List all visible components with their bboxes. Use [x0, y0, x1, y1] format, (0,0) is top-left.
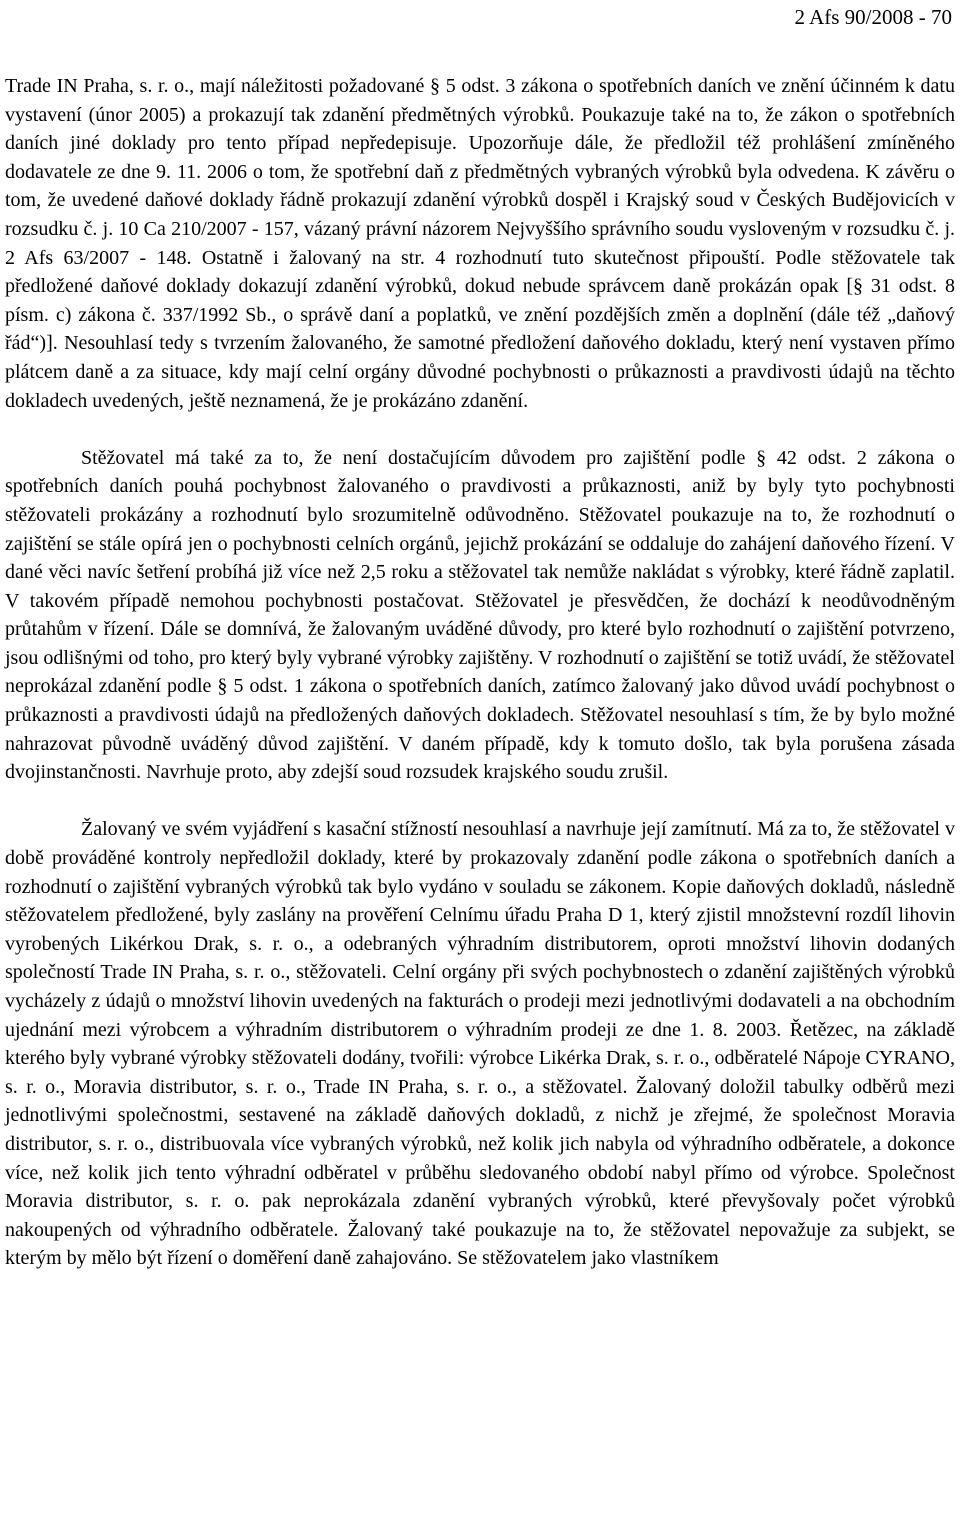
case-number-header: 2 Afs 90/2008 - 70: [794, 5, 952, 29]
document-body: [5, 72, 955, 1273]
paragraph-3: Žalovaný ve svém vyjádření s kasační stížností nesouhlasí a navrhuje její zamítnutí. Má za to, že stěžovatel v době prováděné kontroly nepředložil doklady, které by prokazovaly zdanění podle zákona o spotřebních daních a rozhodnutí o zajištění vybraných výrobků tak bylo vydáno v souladu se zákonem. Kopie daňových dokladů, následně stěžovatelem předložené, byly zaslány na prověření Celnímu úřadu Praha D 1, který zjistil množstevní rozdíl lihovin vyrobených Likérkou Drak, s. r. o., a odebraných výhradním distributorem, oproti množství lihovin dodaných společností Trade IN Praha, s. r. o., stěžovateli. Celní orgány při svých pochybnostech o zdanění zajištěných výrobků vycházely z údajů o množství lihovin uvedených na fakturách o prodeji mezi jednotlivými dodavateli a na obchodním ujednání mezi výrobcem a výhradním distributorem o výhradním prodeji ze dne 1. 8. 2003. Řetězec, na základě kterého byly vybrané výrobky stěžovateli dodány, tvořili: výrobce Likérka Drak, s. r. o., odběratelé Nápoje CYRANO, s. r. o., Moravia distributor, s. r. o., Trade IN Praha, s. r. o., a stěžovatel. Žalovaný doložil tabulky odběrů mezi jednotlivými společnostmi, sestavené na základě daňových dokladů, z nichž je zřejmé, že společnost Moravia distributor, s. r. o., distribuovala více vybraných výrobků, než kolik jich nabyla od výhradního odběratele, a dokonce více, než kolik jich tento výhradní odběratel v průběhu sledovaného období nabyl přímo od výrobce. Společnost Moravia distributor, s. r. o. pak neprokázala zdanění vybraných výrobků, které převyšovaly počet výrobků nakoupených od výhradního odběratele. Žalovaný také poukazuje na to, že stěžovatel nepovažuje za subjekt, se kterým by mělo být řízení o doměření daně zahajováno. Se stěžovatelem jako vlastníkem: [5, 818, 955, 1270]
paragraph-2: Stěžovatel má také za to, že není dostačujícím důvodem pro zajištění podle § 42 odst. 2 zákona o spotřebních daních pouhá pochybnost žalovaného o pravdivosti a průkaznosti, aniž by byly tyto pochybnosti stěžovateli prokázány a rozhodnutí bylo srozumitelně odůvodněno. Stěžovatel poukazuje na to, že rozhodnutí o zajištění se stále opírá jen o pochybnosti celních orgánů, jejichž prokázání se oddaluje do zahájení daňového řízení. V dané věci navíc šetření probíhá již více než 2,5 roku a stěžovatel tak nemůže nakládat s výrobky, které řádně zaplatil. V takovém případě nemohou pochybnosti postačovat. Stěžovatel je přesvědčen, že dochází k neodůvodněným průtahům v řízení. Dále se domnívá, že žalovaným uváděné důvody, pro které bylo rozhodnutí o zajištění potvrzeno, jsou odlišnými od toho, pro který byly vybrané výrobky zajištěny. V rozhodnutí o zajištění se totiž uvádí, že stěžovatel neprokázal zdanění podle § 5 odst. 1 zákona o spotřebních daních, zatímco žalovaný jako důvod uvádí pochybnost o průkaznosti a pravdivosti údajů na předložených daňových dokladech. Stěžovatel nesouhlasí s tím, že by bylo možné nahrazovat původně uváděný důvod zajištění. V daném případě, kdy k tomuto došlo, tak byla porušena zásada dvojinstančnosti. Navrhuje proto, aby zdejší soud rozsudek krajského soudu zrušil.: [5, 446, 955, 784]
paragraph-1: Trade IN Praha, s. r. o., mají náležitosti požadované § 5 odst. 3 zákona o spotřebních daních ve znění účinném k datu vystavení (únor 2005) a prokazují tak zdanění předmětných výrobků. Poukazuje také na to, že zákon o spotřebních daních jiné doklady pro tento případ nepředepisuje. Upozorňuje dále, že předložil též prohlášení zmíněného dodavatele ze dne 9. 11. 2006 o tom, že spotřební daň z předmětných vybraných výrobků byla odvedena. K závěru o tom, že uvedené daňové doklady řádně prokazují zdanění výrobků dospěl i Krajský soud v Českých Budějovicích v rozsudku č. j. 10 Ca 210/2007 - 157, vázaný právní názorem Nejvyššího správního soudu vysloveným v rozsudku č. j. 2 Afs 63/2007 - 148. Ostatně i žalovaný na str. 4 rozhodnutí tuto skutečnost připouští. Podle stěžovatele tak předložené daňové doklady dokazují zdanění výrobků, dokud nebude správcem daně prokázán opak [§ 31 odst. 8 písm. c) zákona č. 337/1992 Sb., o správě daní a poplatků, ve znění pozdějších změn a doplnění (dále též „daňový řád“)]. Nesouhlasí tedy s tvrzením žalovaného, že samotné předložení daňového dokladu, který není vystaven přímo plátcem daně a za situace, kdy mají celní orgány důvodné pochybnosti o průkaznosti a pravdivosti údajů na těchto dokladech uvedených, ještě neznamená, že je prokázáno zdanění.: [5, 75, 955, 412]
